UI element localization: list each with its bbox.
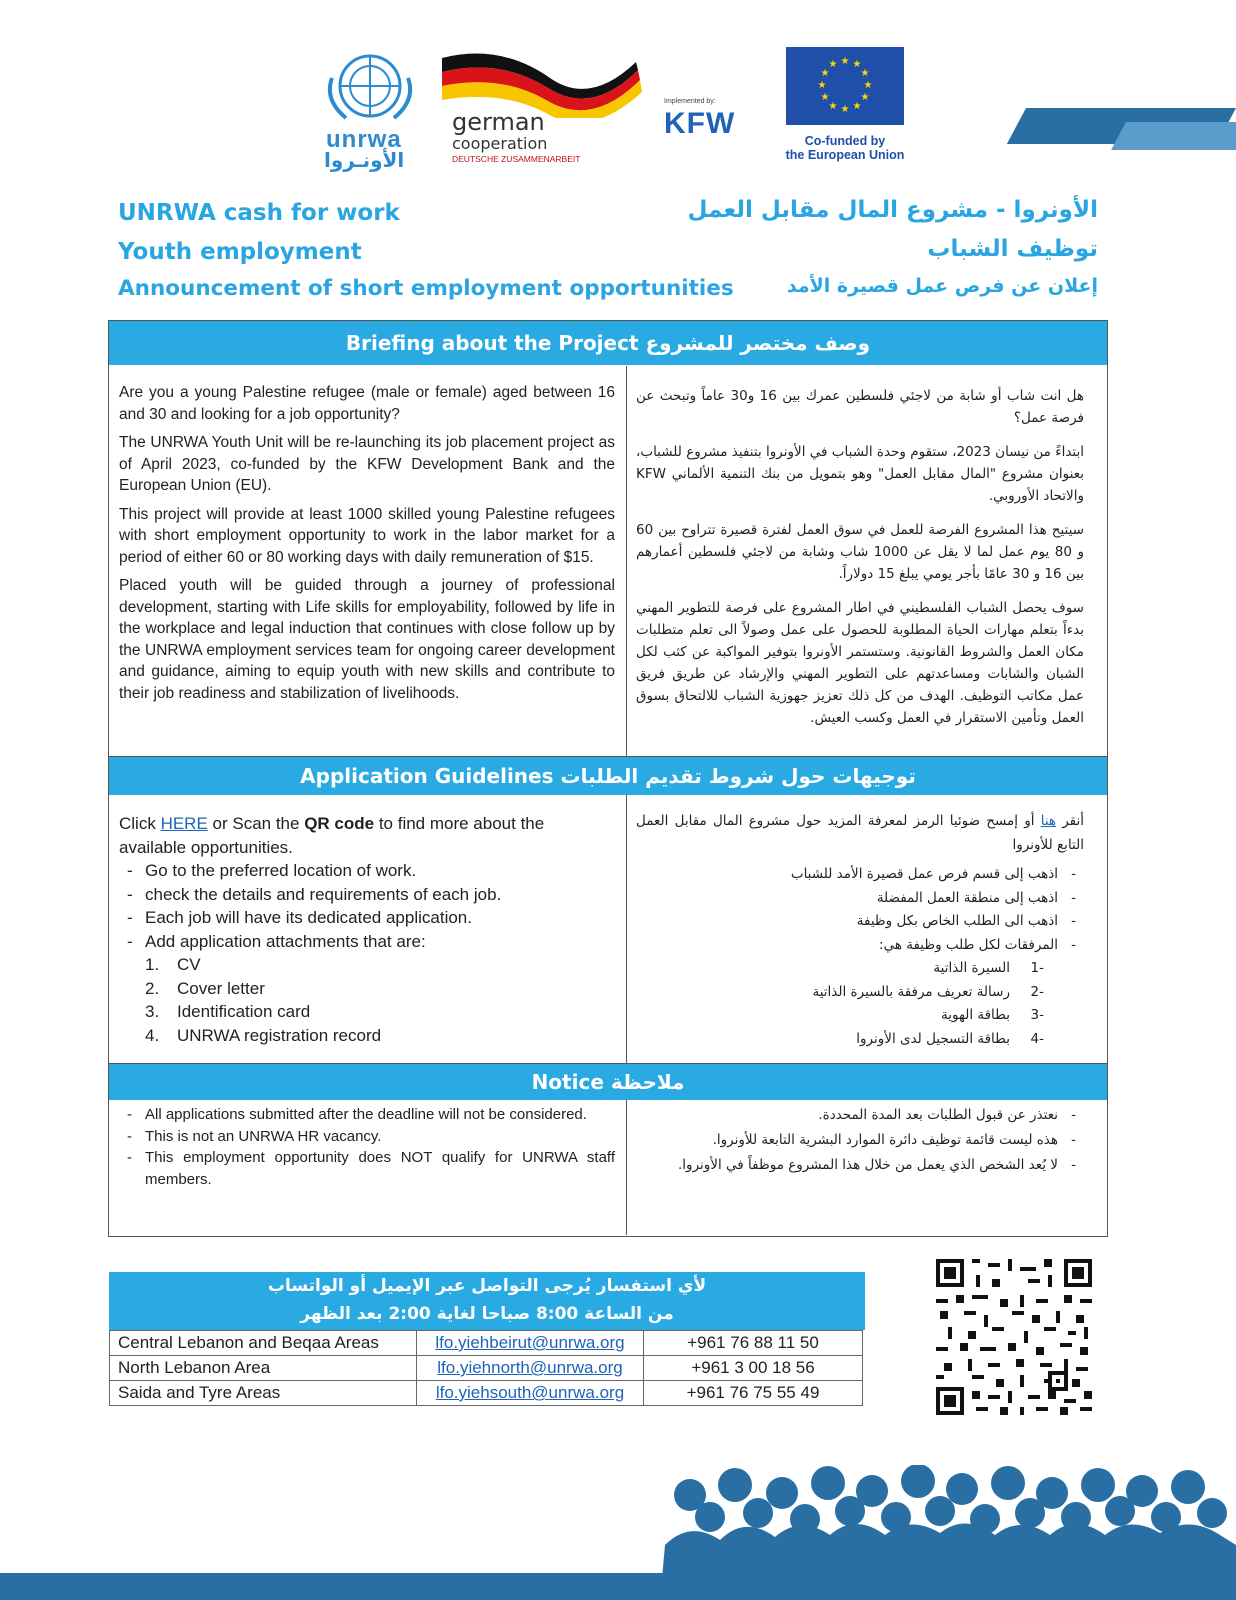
briefing-en-paragraph: Are you a young Palestine refugee (male or female) aged between 16 and 30 and looking for a job opportunity? bbox=[119, 384, 615, 423]
unrwa-logo-en: unrwa bbox=[326, 126, 402, 153]
area-cell: Saida and Tyre Areas bbox=[110, 1381, 417, 1406]
eu-logo-line2: the European Union bbox=[785, 148, 905, 162]
table-row bbox=[110, 1356, 863, 1381]
column-divider bbox=[626, 795, 627, 1063]
guidelines-en-list bbox=[119, 859, 615, 953]
list-item: -4 بطاقة التسجيل لدى الأونروا bbox=[856, 1030, 1044, 1047]
notice-en bbox=[119, 1104, 615, 1190]
notice-header: Notice ملاحظة bbox=[109, 1064, 1107, 1100]
list-item: - نعتذر عن قبول الطلبات بعد المدة المحددة. bbox=[636, 1104, 1084, 1127]
attachments-ar-list bbox=[636, 957, 1084, 1051]
here-link[interactable]: HERE bbox=[160, 814, 208, 833]
briefing-en-paragraph: Placed youth will be guided through a journey of professional development, starting with Life skills for employability, followed by life in the workplace and legal induction that continues with close follow up by the UNRWA employment services team for ongoing career development and guidance, aiming to equip youth with new skills and contribute to their job readiness and stabilization of livelihoods. bbox=[119, 577, 615, 702]
guidelines-ar-intro: أنقر هنا أو إمسح ضوئيا الرمز لمعرفة المزيد حول مشروع المال مقابل العمل التابع للأونروا bbox=[636, 813, 1085, 853]
email-link[interactable]: lfo.yiehbeirut@unrwa.org bbox=[435, 1333, 625, 1352]
phone-cell: +961 76 88 11 50 bbox=[644, 1331, 863, 1356]
list-item: - هذه ليست قائمة توظيف دائرة الموارد البشرية التابعة للأونروا. bbox=[636, 1129, 1084, 1152]
svg-text:★: ★ bbox=[817, 80, 827, 91]
kfw-implemented-by: Implemented by: bbox=[664, 98, 716, 105]
list-item: - اذهب الى الطلب الخاص بكل وظيفة bbox=[636, 910, 1084, 934]
german-logo-line3: DEUTSCHE ZUSAMMENARBEIT bbox=[452, 154, 581, 164]
contact-header bbox=[109, 1272, 865, 1330]
briefing-en-paragraph: This project will provide at least 1000 skilled young Palestine refugees with short employment opportunity to work in the labor market for a period of either 60 or 80 working days with daily remuneration of $15. bbox=[119, 505, 615, 566]
eu-logo bbox=[780, 47, 910, 167]
area-cell: North Lebanon Area bbox=[110, 1356, 417, 1381]
title-ar-2: توظيف الشباب bbox=[927, 236, 1098, 262]
list-item: 4. UNRWA registration record bbox=[145, 1025, 382, 1045]
svg-text:★: ★ bbox=[840, 56, 850, 67]
attachments-en-list bbox=[119, 953, 615, 1047]
list-item: - This is not an UNRWA HR vacancy. bbox=[119, 1126, 615, 1148]
svg-text:★: ★ bbox=[860, 92, 870, 103]
email-cell bbox=[417, 1331, 644, 1356]
list-item: - اذهب إلى قسم فرص عمل قصيرة الأمد للشباب bbox=[636, 863, 1084, 887]
here-link-ar[interactable]: هنا bbox=[1040, 813, 1057, 829]
crowd-silhouette-icon bbox=[0, 1465, 1236, 1600]
svg-text:★: ★ bbox=[863, 80, 873, 91]
svg-text:★: ★ bbox=[820, 92, 830, 103]
german-cooperation-logo bbox=[440, 48, 650, 168]
german-logo-line2: cooperation bbox=[452, 134, 548, 153]
eu-flag-icon bbox=[786, 47, 904, 125]
title-en-3: Announcement of short employment opportunities bbox=[118, 276, 734, 301]
phone-cell: +961 76 75 55 49 bbox=[644, 1381, 863, 1406]
guidelines-header: Application Guidelines توجيهات حول شروط تقديم الطلبات bbox=[109, 757, 1107, 795]
svg-text:★: ★ bbox=[828, 101, 838, 112]
list-item: 2. Cover letter bbox=[145, 978, 265, 998]
list-item: - check the details and requirements of each job. bbox=[119, 883, 615, 907]
list-item: 1. CV bbox=[145, 955, 201, 974]
briefing-ar-paragraph: هل انت شاب أو شابة من لاجئي فلسطين عمرك بين 16 و30 عاماً وتبحث عن فرصة عمل؟ bbox=[636, 388, 1085, 426]
guidelines-en-intro: Click HERE or Scan the QR code to find more about the available opportunities. bbox=[119, 814, 545, 857]
briefing-ar-paragraph: سيتيح هذا المشروع الفرصة للعمل في سوق العمل لفترة قصيرة تتراوح بين 60 و 80 يوم عمل لما لا يقل عن 1000 شاب وشابة من لاجئي فلسطين أعمارهم بين 16 و 30 عامًا بأجر يومي يبلغ 15 دولاراً. bbox=[636, 522, 1085, 582]
svg-text:★: ★ bbox=[820, 68, 830, 79]
svg-text:★: ★ bbox=[828, 59, 838, 70]
email-cell bbox=[417, 1381, 644, 1406]
list-item: - Add application attachments that are: bbox=[119, 930, 615, 954]
list-item: - المرفقات لكل طلب وظيفة هي: bbox=[636, 934, 1084, 958]
un-emblem-icon bbox=[318, 48, 422, 126]
svg-text:★: ★ bbox=[852, 101, 862, 112]
decor-stripe bbox=[1111, 122, 1236, 150]
briefing-ar-paragraph: سوف يحصل الشباب الفلسطيني في اطار المشروع على فرصة للتطوير المهني بدءاً بتعلم مهارات الحياة المطلوبة للحصول على عمل وصولاً الى تعلم متطلبات مكان العمل والشروط القانونية. وستستمر الأونروا بتوفير المواكبة عن كثب لكل الشبان والشابات ومساعدتهم على التطوير المهني والإرشاد عن طريق فريق عمل مكاتب التوظيف. الهدف من كل ذلك تعزيز جهوزية الشباب للالتحاق بسوق العمل وتأمين الاستقرار في العمل وكسب العيش. bbox=[636, 600, 1084, 726]
kfw-logo bbox=[664, 98, 754, 148]
eu-logo-line1: Co-funded by bbox=[804, 134, 886, 148]
qr-code-icon[interactable] bbox=[932, 1255, 1096, 1419]
table-row bbox=[110, 1331, 863, 1356]
guidelines-en bbox=[119, 812, 615, 1047]
briefing-en-paragraph: The UNRWA Youth Unit will be re-launching its job placement project as of April 2023, co-funded by the KFW Development Bank and the European Union (EU). bbox=[119, 434, 615, 494]
svg-text:★: ★ bbox=[840, 104, 850, 115]
title-en-2: Youth employment bbox=[118, 239, 362, 265]
guidelines-ar-list bbox=[636, 863, 1084, 957]
list-item: - اذهب إلى منطقة العمل المفضلة bbox=[636, 887, 1084, 911]
list-item: -2 رسالة تعريف مرفقة بالسيرة الذاتية bbox=[812, 983, 1044, 1000]
phone-cell: +961 3 00 18 56 bbox=[644, 1356, 863, 1381]
list-item: 3. Identification card bbox=[145, 1002, 311, 1021]
column-divider bbox=[626, 1100, 627, 1235]
list-item: - Go to the preferred location of work. bbox=[119, 859, 615, 883]
list-item: -1 السيرة الذاتية bbox=[933, 960, 1044, 976]
table-row bbox=[110, 1381, 863, 1406]
area-cell: Central Lebanon and Beqaa Areas bbox=[110, 1331, 417, 1356]
unrwa-logo bbox=[318, 48, 422, 172]
guidelines-ar bbox=[636, 810, 1084, 1051]
email-cell bbox=[417, 1356, 644, 1381]
briefing-ar bbox=[636, 385, 1084, 736]
briefing-header: Briefing about the Project وصف مختصر للمشروع bbox=[109, 321, 1107, 365]
title-ar-3: إعلان عن فرص عمل قصيرة الأمد bbox=[786, 275, 1098, 297]
kfw-logo-text: KFW bbox=[664, 107, 736, 140]
briefing-ar-paragraph: ابتداءً من نيسان 2023، ستقوم وحدة الشباب في الأونروا بتنفيذ مشروع للشباب، بعنوان مشروع "المال مقابل العمل" وهو بتمويل من بنك التنمية الألماني KFW والاتحاد الأوروبي. bbox=[636, 444, 1084, 504]
briefing-en bbox=[119, 382, 615, 711]
contact-header-line2: من الساعة 8:00 صباحا لغاية 2:00 بعد الظهر bbox=[300, 1304, 674, 1324]
list-item: - This employment opportunity does NOT qualify for UNRWA staff members. bbox=[119, 1147, 615, 1190]
column-divider bbox=[626, 366, 627, 756]
title-en-1: UNRWA cash for work bbox=[118, 200, 400, 226]
email-link[interactable]: lfo.yiehnorth@unrwa.org bbox=[437, 1358, 623, 1377]
unrwa-logo-ar: الأونـروا bbox=[324, 148, 405, 172]
list-item: - لا يُعد الشخص الذي يعمل من خلال هذا المشروع موظفاً في الأونروا. bbox=[636, 1154, 1084, 1177]
notice-ar bbox=[636, 1104, 1084, 1177]
list-item: -3 بطاقة الهوية bbox=[941, 1007, 1044, 1023]
svg-text:★: ★ bbox=[860, 68, 870, 79]
title-ar-1: الأونروا - مشروع المال مقابل العمل bbox=[687, 197, 1098, 223]
email-link[interactable]: lfo.yiehsouth@unrwa.org bbox=[435, 1383, 625, 1402]
german-logo-line1: german bbox=[452, 108, 545, 136]
contacts-table bbox=[109, 1330, 863, 1406]
svg-text:★: ★ bbox=[852, 59, 862, 70]
contact-header-line1: لأي استفسار يُرجى التواصل عبر الإيميل أو الواتساب bbox=[267, 1276, 707, 1296]
list-item: - Each job will have its dedicated application. bbox=[119, 906, 615, 930]
list-item: - All applications submitted after the deadline will not be considered. bbox=[119, 1104, 615, 1126]
